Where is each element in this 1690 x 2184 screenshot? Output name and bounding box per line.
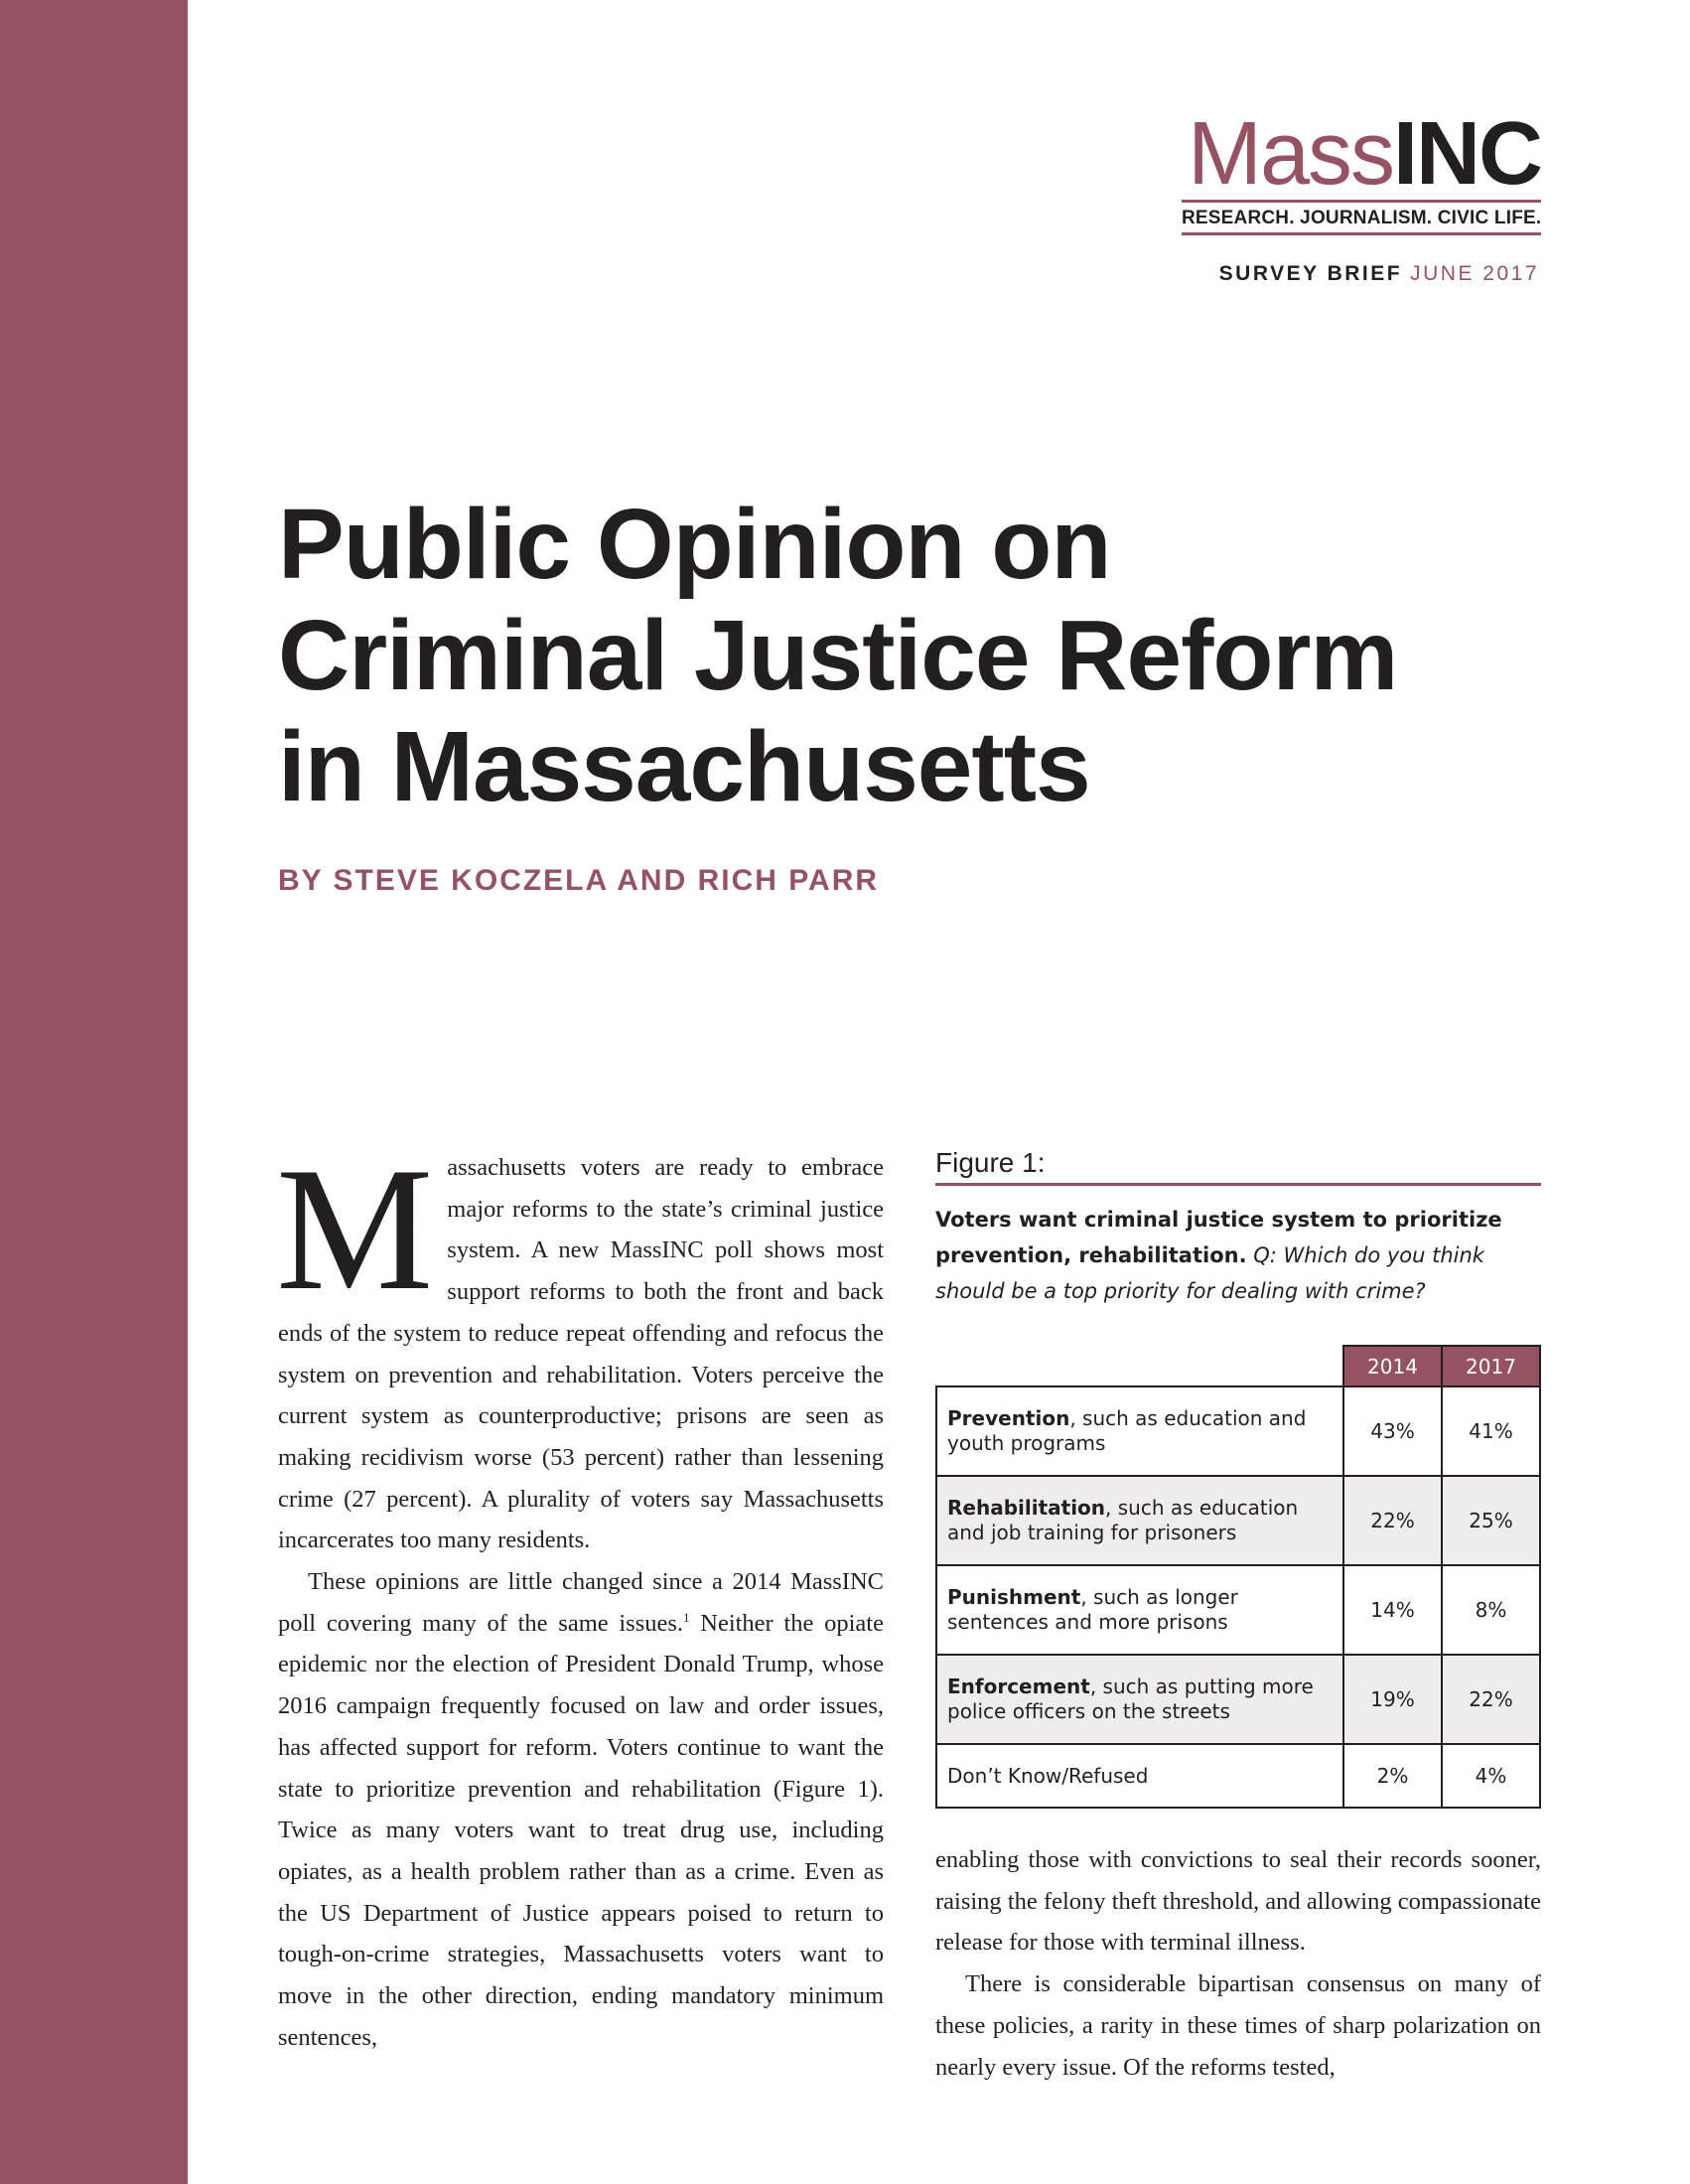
logo-rule-bottom [1182,232,1541,235]
brief-header [1219,262,1539,286]
row-label: Enforcement, such as putting more police officers on the streets [936,1655,1343,1744]
table-row [936,1565,1540,1655]
row-label: Don’t Know/Refused [936,1744,1343,1808]
figure-label: Figure 1: [935,1147,1046,1178]
title-line-1: Public Opinion on [278,489,1111,600]
paragraph-4: There is considerable bipartisan consensus on many of these policies, a rarity in these times of sharp polarization on nearly every issue. Of the reforms tested, [935,1970,1541,2081]
table-header-2017: 2017 [1442,1346,1540,1386]
sidebar-stripe [0,0,188,2184]
figure-caption: Voters want criminal justice system to prioritize prevention, rehabilitation. Q: Which do you think should be a top priority for dealing with crime? [935,1208,1502,1303]
paragraph-1-text: assachusetts voters are ready to embrace major reforms to the state’s criminal justice system. A new MassINC poll shows most support reforms to both the front and back ends of the system to reduce repeat offending and refocus the system on prevention and rehabilitation. Voters perceive the current system as counterproductive; prisons are seen as making recidivism worse (53 percent) rather than lessening crime (27 percent). A plurality of voters say Massachusetts incarcerates too many residents. [278,1154,884,1554]
brief-date: JUNE 2017 [1410,262,1539,285]
paragraph-2: These opinions are little changed since a 2014 MassINC poll covering many of the same issues.$^1$ Neither the opiate epidemic nor the election of President Donald Trump, whose 2016 campaign frequently focused on law and order issues, has affected support for reform. Voters continue to want the state to prioritize prevention and rehabilitation (Figure 1). Twice as many voters want to treat drug use, including opiates, as a health problem rather than as a crime. Even as the US Department of Justice appears poised to return to tough-on-crime strategies, Massachusetts voters want to move in the other direction, ending mandatory minimum sentences, [278,1568,884,2051]
byline: BY STEVE KOCZELA AND RICH PARR [278,864,880,897]
value-2014: 14% [1343,1565,1442,1655]
table-header-2014: 2014 [1343,1346,1442,1386]
drop-cap: M [276,1130,434,1327]
logo-tagline: RESEARCH. JOURNALISM. CIVIC LIFE. [1182,208,1542,228]
row-label: Prevention, such as education and youth programs [936,1386,1343,1476]
paragraph-3: enabling those with convictions to seal their records sooner, raising the felony theft threshold, and allowing compassionate release for those with terminal illness. [935,1846,1541,1957]
footnote-ref: 1 [683,1609,690,1625]
massinc-logo [1182,104,1542,235]
row-label: Punishment, such as longer sentences and more prisons [936,1565,1343,1655]
figure-rule [935,1183,1541,1186]
value-2017: 25% [1442,1476,1540,1565]
title-line-3: in Massachusetts [278,711,1090,822]
logo-wordmark: MassINC [1187,104,1541,204]
table-row [936,1655,1540,1744]
table-row [936,1744,1540,1808]
body-column-left [276,1130,884,2058]
table-row [936,1476,1540,1565]
row-label: Rehabilitation, such as education and job training for prisoners [936,1476,1343,1565]
figure-table [935,1345,1541,1809]
value-2017: 41% [1442,1386,1540,1476]
value-2014: 19% [1343,1655,1442,1744]
table-header-row [936,1346,1540,1386]
value-2017: 8% [1442,1565,1540,1655]
brief-type: SURVEY BRIEF [1218,262,1403,285]
table-header-blank [936,1346,1343,1386]
body-column-right [935,1839,1541,2088]
title-line-2: Criminal Justice Reform [278,600,1398,711]
table-row [936,1386,1540,1476]
value-2014: 22% [1343,1476,1442,1565]
value-2014: 43% [1343,1386,1442,1476]
figure-header [935,1147,1541,1309]
value-2014: 2% [1343,1744,1442,1808]
paragraph-1 [276,1130,884,1561]
value-2017: 22% [1442,1655,1540,1744]
value-2017: 4% [1442,1744,1540,1808]
page-title [278,489,1470,822]
